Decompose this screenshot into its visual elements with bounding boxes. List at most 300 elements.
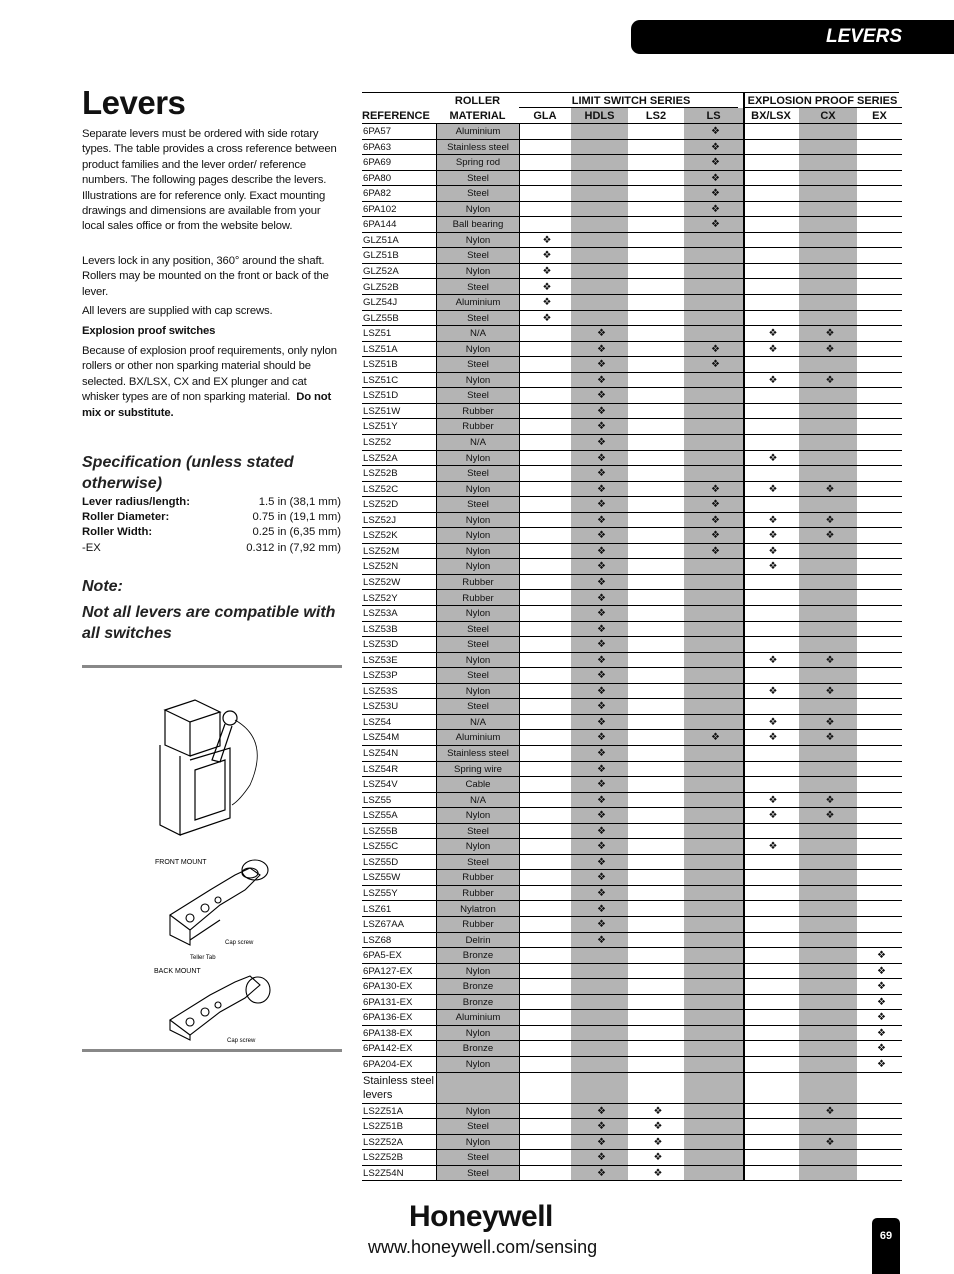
row-reference: 6PA144 xyxy=(363,219,397,231)
row-reference: LSZ53P xyxy=(363,670,398,682)
compatibility-mark: ❖ xyxy=(597,825,606,837)
compatibility-mark: ❖ xyxy=(597,887,606,899)
compatibility-mark: ❖ xyxy=(711,141,720,153)
table-row xyxy=(362,482,902,498)
table-row xyxy=(362,979,902,995)
compatibility-mark: ❖ xyxy=(768,654,778,666)
row-material: Aluminium xyxy=(455,297,501,309)
row-material: Ball bearing xyxy=(452,219,504,231)
compatibility-mark: ❖ xyxy=(597,903,606,915)
row-material: Spring rod xyxy=(455,157,501,169)
compatibility-mark: ❖ xyxy=(597,390,606,402)
table-row xyxy=(362,730,902,746)
row-material: Nylon xyxy=(465,965,491,977)
row-reference: GLZ52A xyxy=(363,265,399,277)
header-col-gla: GLA xyxy=(533,110,557,122)
row-reference: LS2Z52A xyxy=(363,1136,404,1148)
compatibility-mark: ❖ xyxy=(597,483,606,495)
row-material: Steel xyxy=(467,1167,489,1179)
cap-screw-label: Cap screw xyxy=(227,1038,256,1044)
row-material: Rubber xyxy=(462,919,494,931)
header-explosion-proof-series: EXPLOSION PROOF SERIES xyxy=(747,95,898,107)
row-material: Bronze xyxy=(462,1043,494,1055)
row-material: Steel xyxy=(467,390,489,402)
row-material: Steel xyxy=(467,468,489,480)
compatibility-mark: ❖ xyxy=(597,1167,606,1179)
compatibility-mark: ❖ xyxy=(768,328,778,340)
compatibility-mark: ❖ xyxy=(877,996,886,1008)
row-material: Delrin xyxy=(465,934,491,946)
table-row xyxy=(362,217,902,233)
header-reference: REFERENCE xyxy=(362,110,430,122)
row-material: Nylon xyxy=(465,234,491,246)
table-row xyxy=(362,1010,902,1026)
explosion-heading: Explosion proof switches xyxy=(82,325,216,337)
row-reference: 6PA138-EX xyxy=(363,1027,413,1039)
row-material: Nylon xyxy=(465,1059,491,1070)
table-row xyxy=(362,1041,902,1057)
row-reference: LSZ55D xyxy=(363,856,399,868)
table-row xyxy=(362,280,902,296)
row-reference: 6PA63 xyxy=(363,141,392,153)
compatibility-mark: ❖ xyxy=(825,794,835,806)
page-number-box xyxy=(872,1218,900,1274)
row-reference: LSZ53U xyxy=(363,701,399,713)
compatibility-mark: ❖ xyxy=(711,157,720,169)
subsection-label: Stainless steel levers xyxy=(363,1074,434,1102)
table-row xyxy=(362,466,902,482)
row-material: Bronze xyxy=(462,981,494,993)
table-row xyxy=(362,699,902,715)
row-reference: LS2Z54N xyxy=(363,1167,404,1179)
compatibility-mark: ❖ xyxy=(597,732,606,744)
row-material: N/A xyxy=(470,794,486,806)
row-material: Cable xyxy=(465,779,491,791)
compatibility-mark: ❖ xyxy=(597,810,606,822)
table-row xyxy=(362,637,902,653)
compatibility-mark: ❖ xyxy=(768,810,778,822)
divider xyxy=(82,1049,342,1052)
row-material: Aluminium xyxy=(455,1012,501,1024)
compatibility-mark: ❖ xyxy=(597,343,606,355)
compatibility-mark: ❖ xyxy=(653,1152,663,1164)
row-material: Steel xyxy=(467,670,489,682)
row-reference: LSZ54R xyxy=(363,763,399,775)
row-material: Nylon xyxy=(465,841,491,853)
row-reference: LS2Z51B xyxy=(363,1121,404,1133)
row-reference: LSZ53E xyxy=(363,654,398,666)
spec-key: Roller Diameter: xyxy=(82,511,170,523)
row-reference: LSZ52W xyxy=(363,576,401,588)
compatibility-mark: ❖ xyxy=(597,779,606,791)
header-col-ex: EX xyxy=(872,110,887,122)
row-material: Rubber xyxy=(462,421,494,433)
table-row xyxy=(362,202,902,218)
divider xyxy=(82,665,342,668)
row-reference: GLZ51B xyxy=(363,250,399,262)
row-reference: LSZ55 xyxy=(363,794,392,806)
row-material: Nylatron xyxy=(460,903,496,915)
compatibility-mark: ❖ xyxy=(711,499,720,511)
note-label: Note: xyxy=(82,578,123,595)
row-reference: LSZ55C xyxy=(363,841,399,853)
spec-row xyxy=(82,511,341,523)
table-row xyxy=(362,248,902,264)
compatibility-mark: ❖ xyxy=(597,748,606,759)
table-row xyxy=(362,155,902,171)
compatibility-mark: ❖ xyxy=(597,592,606,604)
row-reference: 6PA127-EX xyxy=(363,965,413,977)
spec-heading: Specification (unless stated otherwise) xyxy=(82,454,294,492)
table-row xyxy=(362,435,902,451)
row-material: Aluminium xyxy=(455,732,501,744)
row-reference: GLZ55B xyxy=(363,312,399,324)
compatibility-mark: ❖ xyxy=(597,1152,606,1164)
row-material: Steel xyxy=(467,701,489,713)
compatibility-mark: ❖ xyxy=(597,530,606,542)
compatibility-mark: ❖ xyxy=(597,514,606,526)
compatibility-mark: ❖ xyxy=(768,716,778,728)
row-material: Steel xyxy=(467,250,489,262)
table-row xyxy=(362,870,902,886)
row-reference: LSZ51W xyxy=(363,405,401,417)
table-row xyxy=(362,295,902,311)
table-row xyxy=(362,684,902,700)
row-reference: LSZ55A xyxy=(363,810,398,822)
row-reference: LSZ68 xyxy=(363,934,392,946)
compatibility-mark: ❖ xyxy=(825,716,835,728)
row-reference: LSZ54M xyxy=(363,732,400,744)
row-material: Nylon xyxy=(465,265,491,277)
table-row xyxy=(362,388,902,404)
spec-row xyxy=(82,542,341,554)
table-row xyxy=(362,140,902,156)
table-row xyxy=(362,933,902,949)
table-row xyxy=(362,622,902,638)
table-row xyxy=(362,793,902,809)
row-reference: LSZ54N xyxy=(363,748,399,759)
row-reference: LSZ52J xyxy=(363,514,397,526)
table-row xyxy=(362,404,902,420)
table-row xyxy=(362,233,902,249)
row-reference: LSZ54V xyxy=(363,779,398,791)
table-row xyxy=(362,513,902,529)
intro-paragraph-1: Separate levers must be ordered with side rotary types. The table provides a cross reference between product families and the lever order/ reference numbers. The following pages describe the levers. Illustrations are for reference only. Exact mounting drawings and dimensions are available from your local sales office or from the website below. xyxy=(82,128,337,233)
compatibility-mark: ❖ xyxy=(542,250,552,262)
compatibility-mark: ❖ xyxy=(768,530,778,542)
compatibility-mark: ❖ xyxy=(825,1136,835,1148)
compatibility-mark: ❖ xyxy=(711,530,720,542)
row-material: Rubber xyxy=(462,405,494,417)
table-row xyxy=(362,995,902,1011)
explosion-warning: Do not mix or substitute. xyxy=(82,391,332,419)
compatibility-mark: ❖ xyxy=(768,841,778,853)
compatibility-mark: ❖ xyxy=(711,343,720,355)
compatibility-mark: ❖ xyxy=(542,312,552,324)
compatibility-mark: ❖ xyxy=(542,297,552,309)
page-title: Levers xyxy=(82,84,186,121)
spec-row xyxy=(82,526,341,538)
compatibility-mark: ❖ xyxy=(825,1105,835,1117)
spec-key: Lever radius/length: xyxy=(82,496,190,508)
row-reference: GLZ52B xyxy=(363,281,399,293)
compatibility-mark: ❖ xyxy=(768,685,778,697)
row-material: Rubber xyxy=(462,887,494,899)
explosion-paragraph xyxy=(82,344,344,421)
row-reference: 6PA204-EX xyxy=(363,1059,413,1070)
row-material: Steel xyxy=(467,172,489,184)
compatibility-mark: ❖ xyxy=(877,950,886,962)
table-row xyxy=(362,948,902,964)
lever-illustration xyxy=(150,690,280,1045)
row-material: Nylon xyxy=(465,514,491,526)
row-material: Nylon xyxy=(465,561,491,573)
table-row xyxy=(362,746,902,762)
note-text: Not all levers are compatible with all switches xyxy=(82,604,336,642)
compatibility-mark: ❖ xyxy=(597,405,606,417)
row-material: Nylon xyxy=(465,1105,491,1117)
row-material: Rubber xyxy=(462,576,494,588)
row-reference: LSZ67AA xyxy=(363,919,405,931)
table-row xyxy=(362,419,902,435)
compatibility-mark: ❖ xyxy=(597,452,606,464)
compatibility-mark: ❖ xyxy=(711,545,720,557)
row-material: N/A xyxy=(470,328,486,340)
intro-paragraph-3: All levers are supplied with cap screws. xyxy=(82,305,273,317)
compatibility-mark: ❖ xyxy=(711,483,720,495)
table-row xyxy=(362,606,902,622)
table-row xyxy=(362,1119,902,1135)
compatibility-mark: ❖ xyxy=(597,856,606,868)
table-row xyxy=(362,326,902,342)
section-tab-label: LEVERS xyxy=(825,26,902,47)
table-row xyxy=(362,839,902,855)
compatibility-mark: ❖ xyxy=(597,359,606,371)
row-reference: LSZ61 xyxy=(363,903,392,915)
compatibility-mark: ❖ xyxy=(597,623,606,635)
compatibility-mark: ❖ xyxy=(768,514,778,526)
row-material: Nylon xyxy=(465,343,491,355)
compatibility-mark: ❖ xyxy=(711,359,720,371)
header-limit-switch-series: LIMIT SWITCH SERIES xyxy=(571,95,691,107)
row-reference: LSZ51A xyxy=(363,343,398,355)
row-material: Nylon xyxy=(465,1027,491,1039)
row-reference: LSZ51C xyxy=(363,374,399,386)
table-row xyxy=(362,264,902,280)
compatibility-mark: ❖ xyxy=(542,234,552,246)
compatibility-mark: ❖ xyxy=(597,841,606,853)
row-material: Steel xyxy=(467,856,489,868)
row-reference: LSZ51 xyxy=(363,328,392,340)
compatibility-mark: ❖ xyxy=(825,374,835,386)
header-col-cx: CX xyxy=(820,110,836,122)
row-material: Steel xyxy=(467,499,489,511)
row-reference: 6PA131-EX xyxy=(363,996,413,1008)
header-rule xyxy=(362,92,899,93)
row-reference: LSZ52N xyxy=(363,561,399,573)
table-row xyxy=(362,575,902,591)
compatibility-mark: ❖ xyxy=(825,343,835,355)
row-reference: LSZ53D xyxy=(363,639,399,651)
compatibility-mark: ❖ xyxy=(597,639,606,651)
compatibility-mark: ❖ xyxy=(768,452,778,464)
compatibility-mark: ❖ xyxy=(825,514,835,526)
compatibility-mark: ❖ xyxy=(825,810,835,822)
compatibility-mark: ❖ xyxy=(768,732,778,744)
website-url[interactable]: www.honeywell.com/sensing xyxy=(368,1237,598,1257)
table-row xyxy=(362,342,902,358)
row-material: Steel xyxy=(467,1121,489,1133)
table-row xyxy=(362,902,902,918)
table-row xyxy=(362,777,902,793)
compatibility-mark: ❖ xyxy=(597,934,606,946)
row-material: N/A xyxy=(470,716,486,728)
row-material: Steel xyxy=(467,825,489,837)
compatibility-mark: ❖ xyxy=(597,685,606,697)
row-material: Nylon xyxy=(465,608,491,620)
compatibility-mark: ❖ xyxy=(597,561,606,573)
row-material: Nylon xyxy=(465,810,491,822)
compatibility-mark: ❖ xyxy=(597,468,606,480)
row-material: Spring wire xyxy=(454,763,502,775)
compatibility-mark: ❖ xyxy=(825,732,835,744)
header-col-hdls: HDLS xyxy=(584,110,615,122)
table-row xyxy=(362,824,902,840)
header-col-ls: LS xyxy=(706,110,721,122)
row-reference: LSZ51Y xyxy=(363,421,398,433)
compatibility-mark: ❖ xyxy=(768,545,778,557)
table-row xyxy=(362,855,902,871)
row-material: Nylon xyxy=(465,483,491,495)
row-material: N/A xyxy=(470,437,486,448)
compatibility-mark: ❖ xyxy=(877,1012,886,1024)
compatibility-mark: ❖ xyxy=(597,499,606,511)
table-row xyxy=(362,917,902,933)
row-reference: 6PA82 xyxy=(363,188,392,200)
row-reference: 6PA142-EX xyxy=(363,1043,413,1055)
compatibility-mark: ❖ xyxy=(711,219,720,231)
row-reference: LSZ55B xyxy=(363,825,398,837)
header-col-ls2: LS2 xyxy=(645,110,667,122)
spec-key: -EX xyxy=(82,542,101,554)
row-material: Nylon xyxy=(465,654,491,666)
compatibility-mark: ❖ xyxy=(877,1027,886,1039)
page-number: 69 xyxy=(879,1230,893,1242)
spec-value: 1.5 in (38,1 mm) xyxy=(258,496,341,508)
compatibility-mark: ❖ xyxy=(597,716,606,728)
row-reference: LSZ55Y xyxy=(363,887,398,899)
table-row xyxy=(362,124,902,140)
compatibility-mark: ❖ xyxy=(711,172,720,184)
table-row xyxy=(362,1104,902,1120)
compatibility-mark: ❖ xyxy=(711,126,720,137)
row-material: Steel xyxy=(467,1152,489,1164)
compatibility-mark: ❖ xyxy=(597,872,606,884)
compatibility-mark: ❖ xyxy=(597,1136,606,1148)
table-row xyxy=(362,1057,902,1073)
row-material: Rubber xyxy=(462,872,494,884)
row-reference: 6PA136-EX xyxy=(363,1012,413,1024)
row-material: Nylon xyxy=(465,545,491,557)
row-material: Stainless steel xyxy=(447,141,509,153)
spec-value: 0.75 in (19,1 mm) xyxy=(252,511,341,523)
section-tab xyxy=(631,20,954,54)
table-row xyxy=(362,497,902,513)
row-material: Nylon xyxy=(465,452,491,464)
spec-key: Roller Width: xyxy=(82,526,153,538)
compatibility-mark: ❖ xyxy=(768,374,778,386)
compatibility-mark: ❖ xyxy=(711,732,720,744)
table-row xyxy=(362,653,902,669)
table-row xyxy=(362,1166,902,1182)
row-reference: 6PA57 xyxy=(363,126,392,137)
compatibility-mark: ❖ xyxy=(653,1136,663,1148)
row-material: Nylon xyxy=(465,530,491,542)
compatibility-mark: ❖ xyxy=(877,981,886,993)
row-reference: LSZ52A xyxy=(363,452,398,464)
compatibility-mark: ❖ xyxy=(597,1121,606,1133)
row-reference: 6PA5-EX xyxy=(363,950,402,962)
group-rule xyxy=(519,107,738,108)
row-reference: LS2Z52B xyxy=(363,1152,404,1164)
compatibility-mark: ❖ xyxy=(768,343,778,355)
row-reference: 6PA69 xyxy=(363,157,392,169)
row-material: Nylon xyxy=(465,1136,491,1148)
table-row xyxy=(362,668,902,684)
row-material: Bronze xyxy=(462,996,494,1008)
compatibility-mark: ❖ xyxy=(597,374,606,386)
table-row xyxy=(362,528,902,544)
compatibility-mark: ❖ xyxy=(597,763,606,775)
row-reference: LSZ52C xyxy=(363,483,399,495)
row-material: Steel xyxy=(467,623,489,635)
row-reference: LSZ53A xyxy=(363,608,398,620)
compatibility-mark: ❖ xyxy=(597,421,606,433)
row-material: Steel xyxy=(467,281,489,293)
subsection-row xyxy=(362,1073,902,1104)
row-reference: LSZ54 xyxy=(363,716,392,728)
table-row xyxy=(362,1150,902,1166)
table-row xyxy=(362,186,902,202)
row-material: Steel xyxy=(467,639,489,651)
row-material: Rubber xyxy=(462,592,494,604)
teller-tab-label: Teller Tab xyxy=(190,955,216,961)
row-reference: LSZ52 xyxy=(363,437,392,448)
compatibility-mark: ❖ xyxy=(542,265,552,277)
row-material: Nylon xyxy=(465,374,491,386)
compatibility-mark: ❖ xyxy=(597,576,606,588)
compatibility-mark: ❖ xyxy=(825,685,835,697)
compatibility-mark: ❖ xyxy=(597,328,606,340)
explosion-text: Because of explosion proof requirements, only nylon rollers or other non sparking material should be selected. BX/LSX, CX and EX plunger and cat whisker types are of non sparking material. xyxy=(82,345,337,404)
table-row xyxy=(362,886,902,902)
row-reference: LSZ51B xyxy=(363,359,398,371)
group-rule xyxy=(743,107,902,108)
compatibility-mark: ❖ xyxy=(825,328,835,340)
table-row xyxy=(362,715,902,731)
compatibility-mark: ❖ xyxy=(877,1059,886,1070)
row-reference: 6PA102 xyxy=(363,203,397,215)
row-material: Nylon xyxy=(465,203,491,215)
row-reference: LSZ52B xyxy=(363,468,398,480)
row-reference: GLZ54J xyxy=(363,297,398,309)
row-reference: LSZ53S xyxy=(363,685,398,697)
compatibility-mark: ❖ xyxy=(542,281,552,293)
table-row xyxy=(362,559,902,575)
spec-value: 0.312 in (7,92 mm) xyxy=(246,542,341,554)
compatibility-mark: ❖ xyxy=(877,1043,886,1055)
row-reference: 6PA80 xyxy=(363,172,392,184)
